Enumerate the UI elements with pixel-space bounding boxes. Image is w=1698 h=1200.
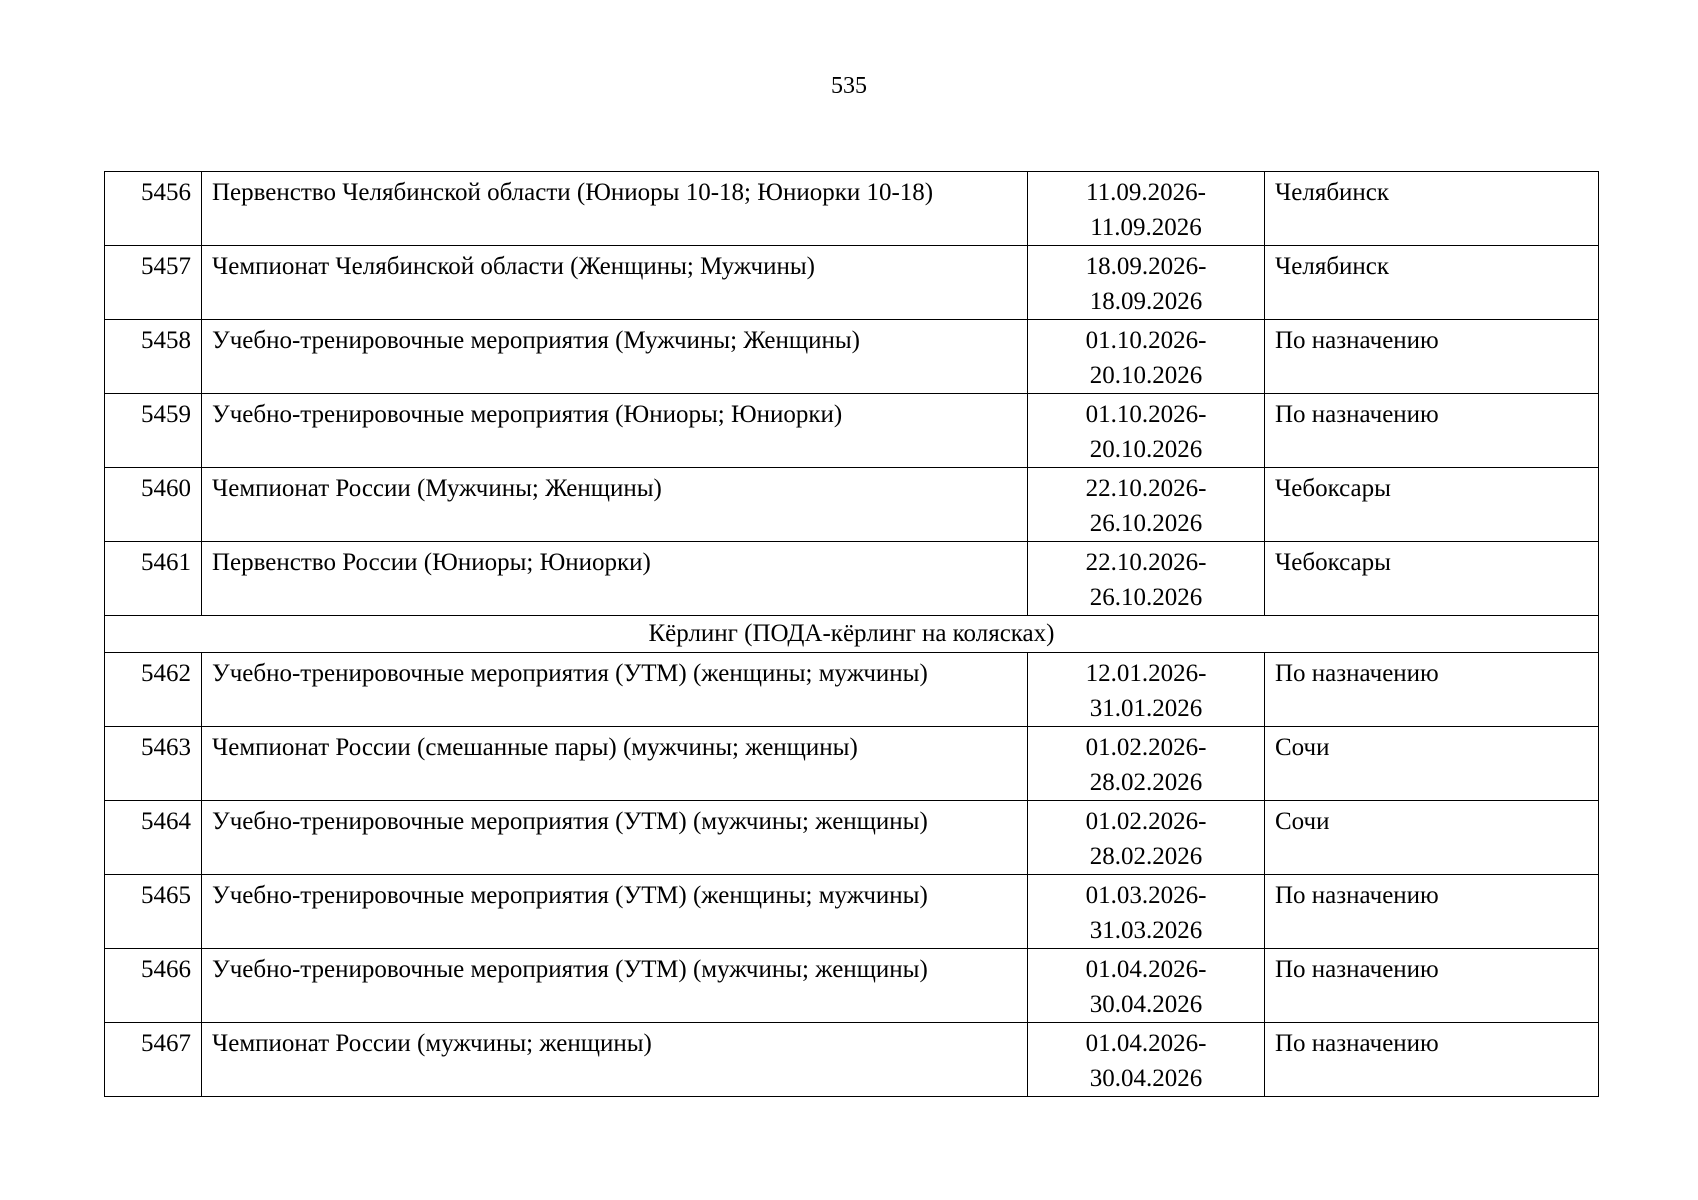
table-row [105, 727, 1599, 801]
event-dates: 12.01.2026-31.01.2026 [1028, 653, 1265, 727]
event-number: 5467 [105, 1023, 202, 1097]
table-row [105, 468, 1599, 542]
event-dates: 01.10.2026-20.10.2026 [1028, 320, 1265, 394]
table-row [105, 246, 1599, 320]
event-name: Учебно-тренировочные мероприятия (УТМ) (женщины; мужчины) [202, 875, 1028, 949]
event-dates: 22.10.2026-26.10.2026 [1028, 468, 1265, 542]
table-row [105, 801, 1599, 875]
event-name: Чемпионат России (смешанные пары) (мужчины; женщины) [202, 727, 1028, 801]
event-place: По назначению [1265, 1023, 1599, 1097]
event-number: 5461 [105, 542, 202, 616]
event-place: По назначению [1265, 875, 1599, 949]
event-number: 5456 [105, 172, 202, 246]
table-row [105, 172, 1599, 246]
event-name: Учебно-тренировочные мероприятия (УТМ) (мужчины; женщины) [202, 801, 1028, 875]
event-dates: 01.02.2026-28.02.2026 [1028, 801, 1265, 875]
event-number: 5465 [105, 875, 202, 949]
page-number: 535 [831, 73, 867, 99]
event-place: По назначению [1265, 320, 1599, 394]
section-title: Кёрлинг (ПОДА-кёрлинг на колясках) [105, 616, 1599, 653]
event-place: Чебоксары [1265, 468, 1599, 542]
event-number: 5457 [105, 246, 202, 320]
event-name: Учебно-тренировочные мероприятия (УТМ) (женщины; мужчины) [202, 653, 1028, 727]
event-dates: 01.10.2026-20.10.2026 [1028, 394, 1265, 468]
table-row [105, 320, 1599, 394]
events-table [104, 171, 1599, 1097]
event-dates: 01.03.2026-31.03.2026 [1028, 875, 1265, 949]
event-name: Учебно-тренировочные мероприятия (Мужчины; Женщины) [202, 320, 1028, 394]
event-name: Чемпионат России (Мужчины; Женщины) [202, 468, 1028, 542]
event-number: 5466 [105, 949, 202, 1023]
event-number: 5463 [105, 727, 202, 801]
event-name: Учебно-тренировочные мероприятия (УТМ) (мужчины; женщины) [202, 949, 1028, 1023]
table-row [105, 394, 1599, 468]
event-number: 5462 [105, 653, 202, 727]
table-row [105, 542, 1599, 616]
event-place: Челябинск [1265, 172, 1599, 246]
event-place: Сочи [1265, 727, 1599, 801]
event-dates: 11.09.2026-11.09.2026 [1028, 172, 1265, 246]
event-dates: 01.04.2026-30.04.2026 [1028, 1023, 1265, 1097]
event-place: Челябинск [1265, 246, 1599, 320]
table-row [105, 653, 1599, 727]
event-place: По назначению [1265, 949, 1599, 1023]
event-dates: 01.04.2026-30.04.2026 [1028, 949, 1265, 1023]
table-row [105, 949, 1599, 1023]
event-place: По назначению [1265, 653, 1599, 727]
event-number: 5464 [105, 801, 202, 875]
event-place: Сочи [1265, 801, 1599, 875]
event-name: Чемпионат России (мужчины; женщины) [202, 1023, 1028, 1097]
table-row [105, 1023, 1599, 1097]
event-name: Первенство Челябинской области (Юниоры 10-18; Юниорки 10-18) [202, 172, 1028, 246]
event-number: 5458 [105, 320, 202, 394]
event-dates: 01.02.2026-28.02.2026 [1028, 727, 1265, 801]
table-row [105, 875, 1599, 949]
event-dates: 18.09.2026-18.09.2026 [1028, 246, 1265, 320]
event-name: Учебно-тренировочные мероприятия (Юниоры; Юниорки) [202, 394, 1028, 468]
event-dates: 22.10.2026-26.10.2026 [1028, 542, 1265, 616]
section-header-row [105, 616, 1599, 653]
event-name: Чемпионат Челябинской области (Женщины; Мужчины) [202, 246, 1028, 320]
event-place: По назначению [1265, 394, 1599, 468]
event-name: Первенство России (Юниоры; Юниорки) [202, 542, 1028, 616]
event-place: Чебоксары [1265, 542, 1599, 616]
event-number: 5459 [105, 394, 202, 468]
event-number: 5460 [105, 468, 202, 542]
